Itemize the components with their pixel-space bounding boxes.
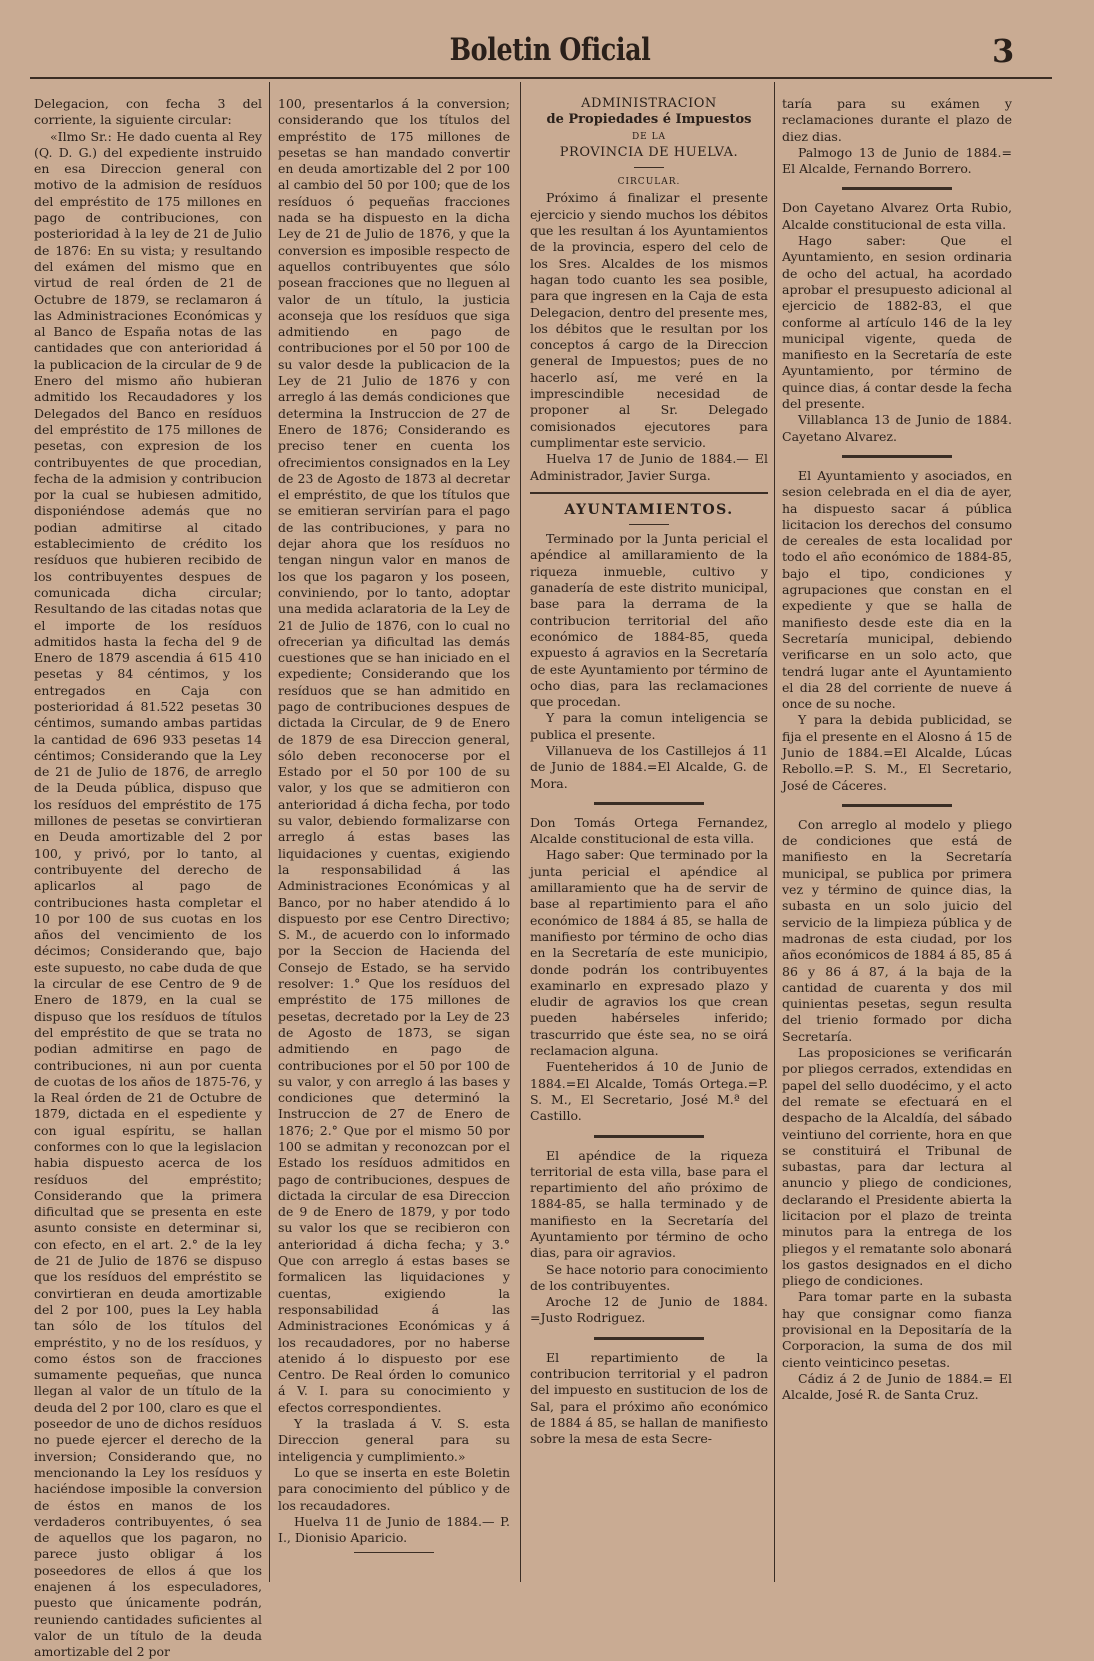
column-4 [782,96,1012,1576]
paragraph: Terminado por la Junta pericial el apéndice al amillaramiento de la riqueza inmueble, cultivo y ganadería de este distrito municipal, base para la derrama de la contribucion territorial del año económico de 1884-85, queda expuesto á agravios en la Secretaría de este Ayuntamiento por término de ocho dias, para las reclamaciones que procedan. [530,531,768,710]
column-divider [774,82,775,1582]
column-divider [520,82,521,1582]
paragraph: Hago saber: Que terminado por la junta pericial el apéndice al amillaramiento que ha de servir de base al repartimiento para el año económico de 1884 á 85, se halla de manifiesto por término de ocho dias en la Secretaría de este municipio, donde podrán los contribuyentes examinarlo en expresado plazo y eludir de agravios los que crean pueden habérseles inferido; trascurrido que éste sea, no se oirá reclamacion alguna. [530,847,768,1059]
paragraph: 100, presentarlos á la conversion; considerando que los títulos del empréstito de 175 millones de pesetas se han mandado convertir en deuda amortizable del 2 por 100 al cambio del 50 por 100; que de los resíduos ó pequeñas fracciones nada se ha dispuesto en la dicha Ley de 21 de Julio de 1876, y que la conversion es imposible respecto de aquellos contribuyentes que sólo posean fracciones que no lleguen al valor de un título, la justicia aconseja que los resíduos que siga admitiendo en pago de contribuciones por el 50 por 100 de su valor desde la publicacion de la Ley de 21 Julio de 1876 y con arreglo á las demás condiciones que determina la Instruccion de 27 de Enero de 1876; Considerando es preciso tener en cuenta los ofrecimientos consignados en la Ley de 23 de Agosto de 1873 al decretar el empréstito, de que los títulos que se emitieran servirían para el pago de las contribuciones, y para no dejar ahora que los resíduos no tengan ningun valor en manos de los que los pagaron y los poseen, conviniendo, por lo tanto, adoptar una medida aclaratoria de la Ley de 21 de Julio de 1876, con lo cual no ofrecerian ya dificultad las demás cuestiones que se han iniciado en el expediente; Considerando que los resíduos que se han admitido en pago de contribuciones despues de dictada la Circular, de 9 de Enero de 1879 de esa Direccion general, sólo deben reconocerse por el Estado por el 50 por 100 de su valor, y los que se admitieron con anterioridad á dicha fecha, por todo su valor, debiendo formalizarse con arreglo á estas bases las liquidaciones y cuentas, exigiendo la responsabilidad á las Administraciones Económicas y al Banco, por no haber atendido á lo dispuesto por ese Centro Directivo; S. M., de acuerdo con lo informado por la Seccion de Hacienda del Consejo de Estado, se ha servido resolver: 1.° Que los resíduos del empréstito de 175 millones de pesetas, decretado por la Ley de 23 de Agosto de 1873, se sigan admitiendo en pago de contribuciones por el 50 por 100 de su valor, y con arreglo á las bases y condiciones que determinó la Instruccion de 27 de Enero de 1876; 2.° Que por el mismo 50 por 100 se admitan y reconozcan por el Estado los resíduos admitidos en pago de contribuciones, despues de dictada la circular de esa Direccion de 9 de Enero de 1879, y por todo su valor los que se recibieron con anterioridad á dicha fecha; y 3.° Que con arreglo á estas bases se formalicen las liquidaciones y cuentas, exigiendo la responsabilidad á las Administraciones Económicas y á los recaudadores, por no haberse atenido á lo dispuesto por ese Centro. De Real órden lo comunico á V. I. para su conocimiento y efectos correspondientes. [278,96,510,1415]
admin-header: PROVINCIA DE HUELVA. [559,144,739,160]
signature: Villablanca 13 de Junio de 1884. Cayetano Alvarez. [782,412,1012,444]
divider [354,1552,434,1553]
signature: Aroche 12 de Junio de 1884. =Justo Rodriguez. [530,1294,768,1326]
admin-header: DE LA [631,131,667,142]
paragraph: El repartimiento de la contribucion territorial y el padron del impuesto en sustitucion de los de Sal, para el próximo año económico de 1884 á 85, se hallan de manifiesto sobre la mesa de esta Secre- [530,1349,768,1447]
divider [629,524,669,525]
admin-header: ADMINISTRACION [581,96,717,111]
signature: Huelva 17 de Junio de 1884.— El Administrador, Javier Surga. [530,451,768,483]
paragraph: «Ilmo Sr.: He dado cuenta al Rey (Q. D. G.) del expediente instruido en esa Direccion general con motivo de la admision de resíduos del empréstito de 175 millones en pago de contribuciones, con posterioridad à la ley de 21 de Julio de 1876: En su vista; y resultando del exámen del mismo que en virtud de real órden de 21 de Octubre de 1879, se reclamaron á las Administraciones Económicas y al Banco de España notas de las cantidades que con anterioridad á la publicacion de la circular de 9 de Enero del mismo año hubieran admitido los Recaudadores y los Delegados del Banco en resíduos del empréstito de 175 millones de pesetas, con expresion de los contribuyentes de que procedian, fecha de la admision y contribucion por la cual se hubiesen admitido, disponiéndose además que no podian admitirse al citado establecimiento de crédito los resíduos que hubieren recibido de los contribuyentes despues de comunicada dicha circular; Resultando de las citadas notas que el importe de los resíduos admitidos hasta la fecha del 9 de Enero de 1879 ascendia á 615 410 pesetas y 84 céntimos, y los entregados en Caja con posterioridad á 81.522 pesetas 30 céntimos, sumando ambas partidas la cantidad de 696 933 pesetas 14 céntimos; Considerando que la Ley de 21 de Julio de 1876, de arreglo de la Deuda pública, dispuso que los resíduos del empréstito de 175 millones de pesetas se convirtieran en Deuda amortizable del 2 por 100, y privó, por lo tanto, al contribuyente del derecho de aplicarlos al pago de contribuciones hasta completar el 10 por 100 de sus cuotas en los años del vencimiento de los décimos; Considerando que, bajo este supuesto, no cabe duda de que la circular de ese Centro de 9 de Enero de 1879, en la cual se dispuso que los resíduos de títulos del empréstito de que se trata no podian admitirse en pago de contribuciones, ni aun por cuenta de cuotas de los años de 1875-76, y la Real órden de 21 de Octubre de 1879, dictada en el espediente y con igual espíritu, se hallan conformes con lo que la legislacion habia dispuesto acerca de los resíduos del empréstito; Considerando que la primera dificultad que se presenta en este asunto consiste en determinar si, con efecto, en el art. 2.° de la ley de 21 de Julio de 1876 se dispuso que los resíduos del empréstito se convirtieran en deuda amortizable del 2 por 100, pues la Ley habla tan sólo de los títulos del empréstito, y no de los resíduos, y como éstos son de fracciones sumamente pequeñas, que nunca llegan al valor de un título de la deuda del 2 por 100, claro es que el poseedor de uno de dichos resíduos no puede ejercer el derecho de la inversion; Considerando que, no mencionando la Ley los resíduos y haciéndose imposible la conversion de éstos en manos de los verdaderos contribuyentes, ó sea de aquellos que los pagaron, no parece justo obligar á los poseedores de ellos á que los enajenen á los especuladores, puesto que únicamente podrán, reuniendo cantidades suficientes al valor de un título de la deuda amortizable del 2 por [34,128,262,1660]
admin-header: de Propiedades é Impuestos [546,112,752,128]
section-title: AYUNTAMIENTOS. [564,501,734,518]
notice-header: Don Cayetano Alvarez Orta Rubio, Alcalde constitucional de esta villa. [782,200,1012,232]
column-divider [269,82,270,1582]
divider [842,455,952,458]
masthead [0,28,1094,80]
signature: Fuenteheridos á 10 de Junio de 1884.=El Alcalde, Tomás Ortega.=P. S. M., El Secretario, José M.ª del Castillo. [530,1059,768,1124]
divider [594,802,704,805]
column-3 [530,96,768,1576]
paragraph: El apéndice de la riqueza territorial de esta villa, base para el repartimiento del año próximo de 1884-85, se halla terminado y de manifiesto en la Secretaría del Ayuntamiento por término de ocho dias, para oir agravios. [530,1147,768,1261]
signature: Palmogo 13 de Junio de 1884.= El Alcalde, Fernando Borrero. [782,144,1012,177]
page-number: 3 [992,32,1015,70]
divider [634,167,664,168]
paragraph: Lo que se inserta en este Boletin para conocimiento del público y de los recaudadores. [278,1464,510,1513]
divider [842,804,952,807]
paragraph: Y para la comun inteligencia se publica el presente. [530,710,768,742]
paragraph: El Ayuntamiento y asociados, en sesion celebrada en el dia de ayer, ha dispuesto sacar á pública licitacion los derechos del consumo de cereales de esta localidad por todo el año económico de 1884-85, bajo el tipo, condiciones y agrupaciones que constan en el expediente y que se halla de manifiesto desde este dia en la Secretaría municipal, debiendo verificarse en un solo acto, que tendrá lugar ante el Ayuntamiento el dia 28 del corriente de nueve á once de su noche. [782,467,1012,712]
signature: Villanueva de los Castillejos á 11 de Junio de 1884.=El Alcalde, G. de Mora. [530,742,768,791]
column-1 [34,96,262,1660]
circular-label: CIRCULAR. [617,177,681,188]
paragraph: Y para la debida publicidad, se fija el presente en el Alosno á 15 de Junio de 1884.=El Alcalde, Lúcas Rebollo.=P. S. M., El Secretario, José de Cáceres. [782,712,1012,793]
paragraph: Hago saber: Que el Ayuntamiento, en sesion ordinaria de ocho del actual, ha acordado aprobar el presupuesto adicional al ejercicio de 1882-83, el que conforme al artículo 146 de la ley municipal vigente, queda de manifiesto en la Secretaría de este Ayuntamiento, por término de quince dias, á contar desde la fecha del presente. [782,233,1012,412]
paragraph: taría para su exámen y reclamaciones durante el plazo de diez dias. [782,96,1012,144]
signature: Huelva 11 de Junio de 1884.— P. I., Dionisio Aparicio. [278,1513,510,1546]
divider [530,492,768,494]
page-title: Boletin Oficial [449,32,651,68]
paragraph: Para tomar parte en la subasta hay que consignar como fianza provisional en la Depositaría de la Corporacion, la suma de dos mil ciento veinticinco pesetas. [782,1289,1012,1370]
paragraph: Con arreglo al modelo y pliego de condiciones que está de manifiesto en la Secretaría municipal, se publica por primera vez y término de quince dias, la subasta en un solo juicio del servicio de la limpieza pública y de madronas de esta ciudad, por los años económicos de 1884 á 85, 85 á 86 y 86 á 87, á la baja de la cantidad de cuarenta y dos mil quinientas pesetas, segun resulta del trienio formado por dicha Secretaría. [782,816,1012,1044]
paragraph: Y la traslada á V. S. esta Direccion general para su inteligencia y cumplimiento.» [278,1416,510,1464]
paragraph: Se hace notorio para conocimiento de los contribuyentes. [530,1261,768,1293]
paragraph: Las proposiciones se verificarán por pliegos cerrados, extendidas en papel del sello duodécimo, y el acto del remate se efectuará en el despacho de la Alcaldía, del sábado veintiuno del corriente, hora en que se constituirá el Tribunal de subastas, para dar lectura al anuncio y pliego de condiciones, declarando el Presidente abierta la licitacion por el plazo de treinta minutos para la entrega de los pliegos y el rematante solo abonará los gastos designados en el dicho pliego de condiciones. [782,1045,1012,1289]
paragraph: Delegacion, con fecha 3 del corriente, la siguiente circular: [34,96,262,128]
header-rule [30,77,1052,79]
divider [842,187,952,190]
notice-header: Don Tomás Ortega Fernandez, Alcalde constitucional de esta villa. [530,814,768,847]
paragraph: Próximo á finalizar el presente ejercicio y siendo muchos los débitos que les resultan á los Ayuntamientos de la provincia, espero del celo de los Sres. Alcaldes de los mismos hagan todo cuanto les sea posible, para que ingresen en la Caja de esta Delegacion, dentro del presente mes, los débitos que le resultan por los conceptos á cargo de la Direccion general de Impuestos; pues de no hacerlo así, me veré en la imprescindible necesidad de proponer al Sr. Delegado comisionados ejecutores para cumplimentar este servicio. [530,190,768,450]
divider [594,1337,704,1340]
column-2 [278,96,510,1576]
signature: Cádiz á 2 de Junio de 1884.= El Alcalde, José R. de Santa Cruz. [782,1370,1012,1403]
divider [594,1135,704,1138]
